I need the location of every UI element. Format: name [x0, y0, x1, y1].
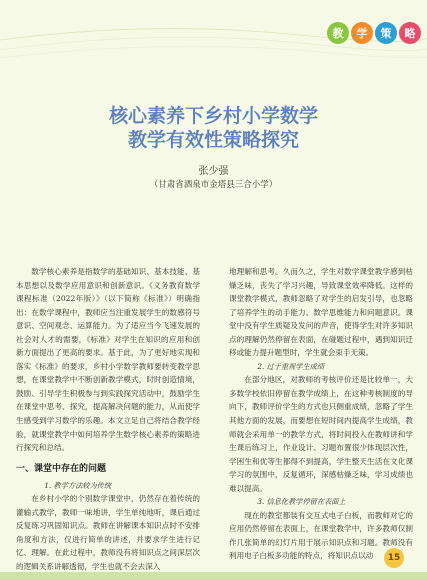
badge-char: 学 — [351, 22, 373, 44]
author: 张少强 — [198, 166, 229, 177]
paragraph: 现在的教室都装有交互式电子白板，而教师对它的应用仍然停留在表面上，在课堂教学中，许多教师仅制作几张简单的幻灯片用于展示知识点和习题。教师没有利用电子白板多功能的特点，将知识点以动 — [229, 510, 413, 561]
page-number: 15 — [384, 548, 404, 568]
subsection-heading: 2. 过于重视学生成绩 — [257, 361, 325, 371]
badge-char: 教 — [327, 22, 349, 44]
badge-char: 略 — [399, 22, 421, 44]
paragraph: 在乡村小学的个别数学课堂中，仍然存在着传统的灌输式教学，教师一味地讲，学生单纯地听，课后通过反复练习巩固知识点。教师在讲解课本知识点时不安排角度和方法，仅进行简单的讲述，并要求学生进行记忆、理解。在此过程中，教师没有将知识点之间深层次的逻辑关系讲解透彻，学生也就不会去深入 — [16, 494, 200, 571]
paragraph: 地理解和思考。久而久之，学生对数学课堂教学感到枯燥乏味，丧失了学习兴趣，导致课堂效率降低。这样的课堂教学模式，教师忽略了对学生的启发引导，也忽略了培养学生的动手能力、数学思维能力和问题意识。课堂中没有学生质疑及发问的声音，使得学生对许多知识点的理解仍然停留在表面，在碰题过程中，遇到知识迁移或能力提升题型时，学生就会束手无策。 — [229, 267, 413, 358]
title-line-2: 教学有效性策略探究 — [127, 129, 299, 151]
badge-char: 策 — [375, 22, 397, 44]
paragraph: 在部分地区，对教师的考核评价还是比较单一，大多数学校依旧停留在教学成绩上，在这种考核制度的导向下，教师评价学生的方式也只侧重成绩，忽略了学生其他方面的发展，而要想在短时间内提高学生成绩，教师就会采用单一的教学方式，将时间投入在教师讲和学生课后练习上，作业设计、习题布置很少体现层次性，学困生和优等生都得不到提高，学生整天生活在文化课学习的氛围中，反复循环，深感枯燥乏味，学习成绩也难以提高。 — [229, 375, 413, 493]
subsection-heading: 3. 信息化教学停留在表面上 — [257, 497, 346, 507]
footer-bar — [0, 572, 427, 579]
left-column — [16, 265, 200, 573]
affiliation: （甘肃省酒泉市金塔县三合小学） — [149, 180, 278, 190]
section-heading: 一、课堂中存在的问题 — [16, 463, 107, 474]
article-title — [0, 104, 427, 152]
subsection-heading: 1. 教学方法较为传统 — [44, 480, 112, 490]
paragraph: 数学核心素养是指数学的基础知识、基本技能、基本思想以及数学应用意识和创新意识。《义务教育数学课程标准（2022年版）》（以下简称《标准》）明确指出：在数学课程中，教师应当注重发展学生的数感符号意识、空间观念、运算能力。为了适应当今飞速发展的社会对人才的需要，《标准》对学生在知识的应用和创新方面提出了更高的要求。基于此，为了更好地实现和落实《标准》的要求，乡村小学数学教师要转变教学思想，在课堂教学中不断创新教学模式，时时创造情境，鼓励、引导学生积极参与到实践探究活动中，鼓励学生在课堂中思考、探究，提高解决问题的能力，从而使学生感受到学习数学的乐趣。本文立足自己将结合教学经验，就课堂教学中如何培养学生数学核心素养的策略进行探究和总结。 — [16, 267, 200, 453]
column-badge — [327, 22, 421, 44]
right-column — [229, 265, 413, 563]
title-line-1: 核心素养下乡村小学数学 — [108, 105, 318, 127]
